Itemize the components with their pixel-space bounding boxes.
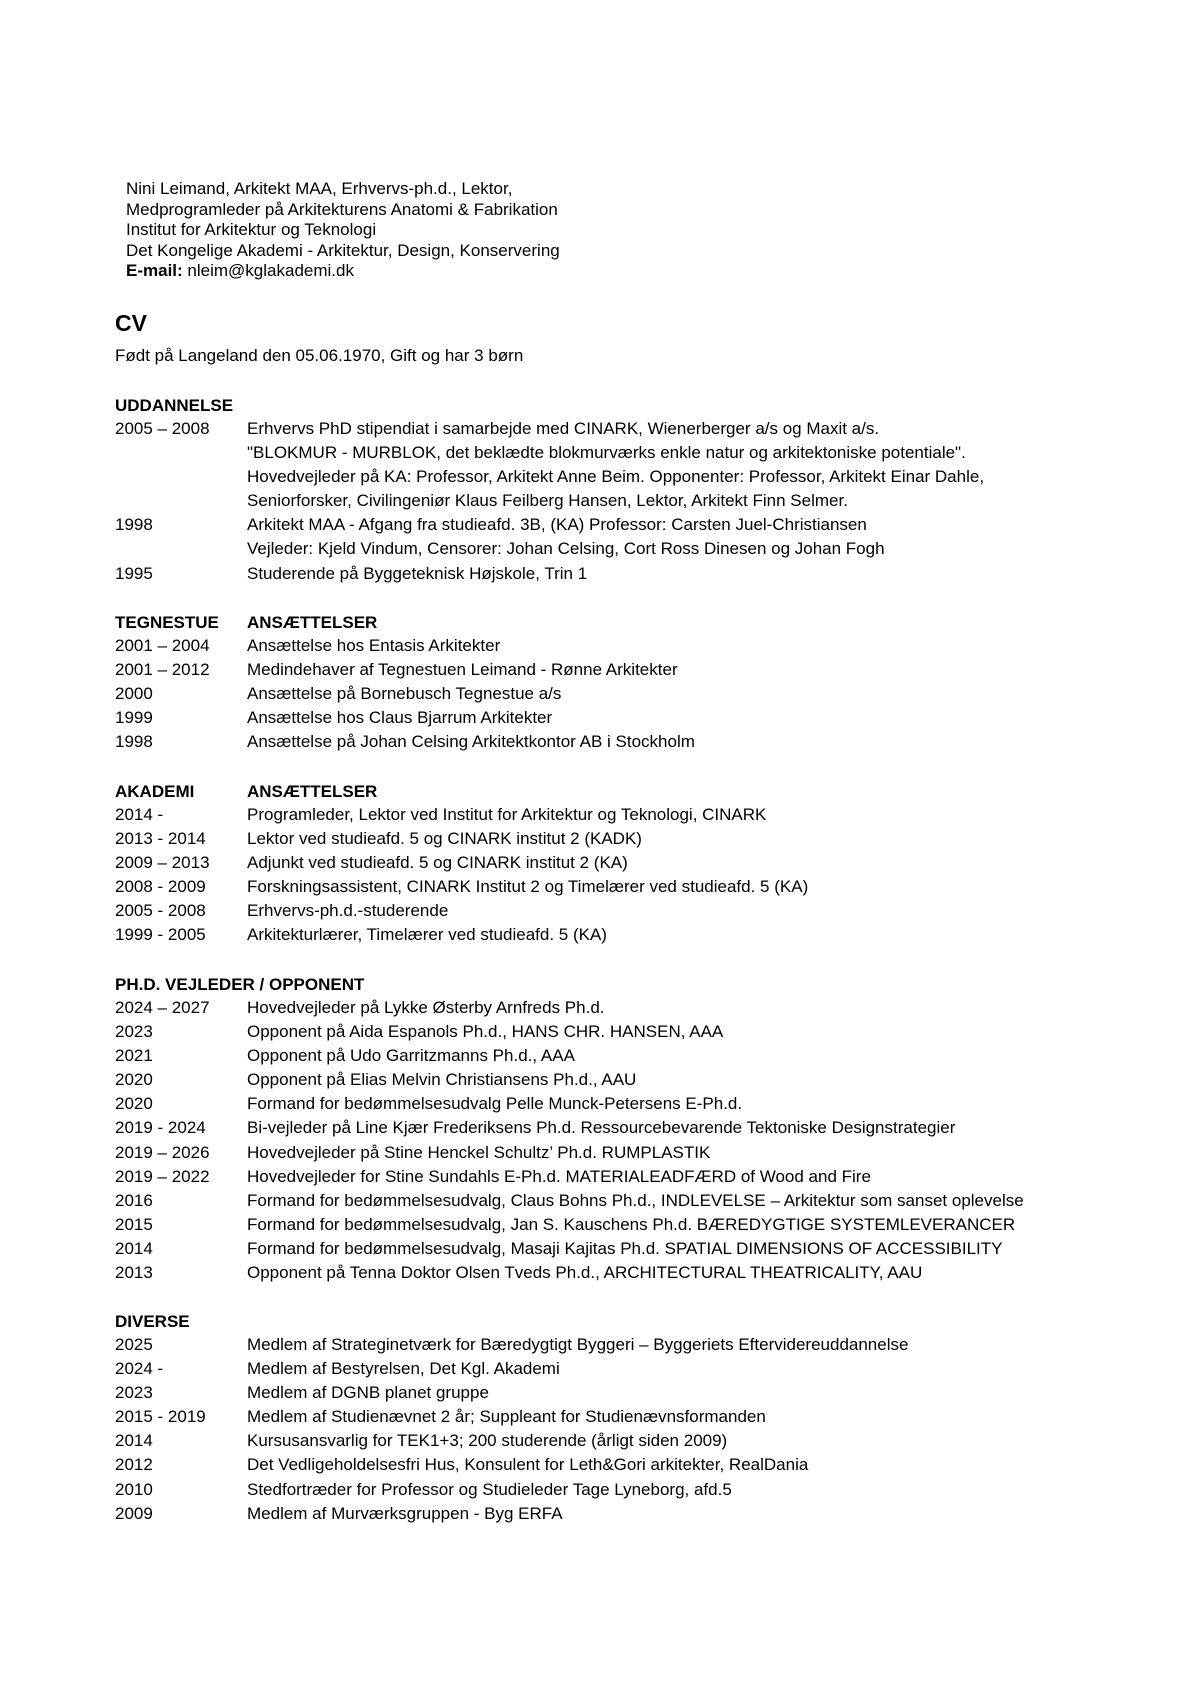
- entry-date: 2013 - 2014: [115, 829, 206, 849]
- entry-date: 1999: [115, 708, 153, 728]
- cv-entry: [115, 1116, 1024, 1140]
- cv-entry: [115, 923, 808, 947]
- entry-description: Lektor ved studieafd. 5 og CINARK institut 2 (KADK): [247, 829, 642, 849]
- contact-header: [126, 179, 560, 282]
- cv-entry: [115, 1478, 908, 1502]
- section-heading: [115, 781, 808, 803]
- cv-entry: [115, 1044, 1024, 1068]
- entry-date: 2010: [115, 1479, 153, 1499]
- cv-entry: [115, 1381, 908, 1405]
- entry-date: 2015: [115, 1214, 153, 1234]
- section-heading: [115, 395, 984, 417]
- cv-entry: [115, 1357, 908, 1381]
- entry-date: 2005 - 2008: [115, 901, 206, 921]
- section-title: TEGNESTUE: [115, 613, 219, 632]
- section-heading: [115, 1311, 908, 1333]
- entry-date: 2001 – 2004: [115, 636, 210, 655]
- entry-date: 1999 - 2005: [115, 925, 206, 945]
- cv-entry: [115, 1213, 1024, 1237]
- entry-date: 1995: [115, 563, 153, 583]
- cv-entry: [115, 1068, 1024, 1092]
- entry-description: Medlem af Bestyrelsen, Det Kgl. Akademi: [247, 1359, 560, 1379]
- entry-description: Medindehaver af Tegnestuen Leimand - Rønne Arkitekter: [247, 660, 678, 680]
- entry-date: 2012: [115, 1455, 153, 1475]
- cv-entry: [115, 827, 808, 851]
- entry-date: 2019 – 2026: [115, 1142, 210, 1162]
- cv-entry: [115, 1261, 1024, 1285]
- entry-description: Hovedvejleder på Lykke Østerby Arnfreds Ph.d.: [247, 998, 605, 1017]
- entry-description: Opponent på Aida Espanols Ph.d., HANS CHR. HANSEN, AAA: [247, 1022, 724, 1042]
- cv-entry: [115, 1429, 908, 1453]
- entry-description: Opponent på Tenna Doktor Olsen Tveds Ph.d., ARCHITECTURAL THEATRICALITY, AAU: [247, 1263, 923, 1283]
- cv-entry: [115, 1237, 1024, 1261]
- entry-description: Vejleder: Kjeld Vindum, Censorer: Johan Celsing, Cort Ross Dinesen og Johan Fogh: [247, 539, 885, 559]
- cv-entry: [115, 1020, 1024, 1044]
- email-label: E-mail:: [126, 261, 183, 280]
- header-line: Institut for Arkitektur og Teknologi: [126, 220, 377, 239]
- cv-entry: [115, 996, 1024, 1020]
- cv-entry: [115, 1333, 908, 1357]
- cv-entry: [115, 513, 984, 537]
- section-title: DIVERSE: [115, 1312, 190, 1331]
- section-title: UDDANNELSE: [115, 396, 234, 415]
- entry-description: Programleder, Lektor ved Institut for Arkitektur og Teknologi, CINARK: [247, 805, 767, 824]
- entry-description: Hovedvejleder for Stine Sundahls E-Ph.d. MATERIALEADFÆRD of Wood and Fire: [247, 1166, 871, 1186]
- entry-date: 2019 – 2022: [115, 1166, 210, 1186]
- email-line: [126, 261, 560, 282]
- entry-date: 2009: [115, 1503, 153, 1523]
- entry-date: 1998: [115, 515, 153, 535]
- cv-entry: [115, 658, 695, 682]
- entry-description: Medlem af Murværksgruppen - Byg ERFA: [247, 1503, 563, 1523]
- cv-entry: [115, 730, 695, 754]
- entry-description: Medlem af Studienævnet 2 år; Suppleant for Studienævnsformanden: [247, 1407, 766, 1427]
- entry-date: [115, 537, 247, 561]
- entry-date: 1998: [115, 732, 153, 752]
- section-akademi: [115, 781, 808, 948]
- entry-date: 2025: [115, 1335, 153, 1354]
- header-line: Det Kongelige Akademi - Arkitektur, Design, Konservering: [126, 240, 560, 260]
- section-heading: [115, 974, 1024, 996]
- section-phd: [115, 974, 1024, 1285]
- entry-description: Medlem af DGNB planet gruppe: [247, 1383, 489, 1403]
- cv-entry: [115, 1141, 1024, 1165]
- entry-description: Ansættelse på Johan Celsing Arkitektkontor AB i Stockholm: [247, 732, 695, 752]
- section-diverse: [115, 1311, 908, 1526]
- entry-description: Arkitekt MAA - Afgang fra studieafd. 3B, (KA) Professor: Carsten Juel-Christiansen: [247, 515, 867, 535]
- entry-date: 2005 – 2008: [115, 419, 210, 438]
- entry-description: Forskningsassistent, CINARK Institut 2 og Timelærer ved studieafd. 5 (KA): [247, 877, 809, 897]
- cv-entry: [115, 851, 808, 875]
- entry-date: [115, 441, 247, 465]
- entry-description: Medlem af Strateginetværk for Bæredygtigt Byggeri – Byggeriets Eftervidereuddannelse: [247, 1335, 909, 1354]
- cv-entry: [115, 1453, 908, 1477]
- cv-entry: [115, 1092, 1024, 1116]
- entry-description: Hovedvejleder på KA: Professor, Arkitekt Anne Beim. Opponenter: Professor, Arkitekt Einar Dahle,: [247, 467, 985, 487]
- cv-entry: [115, 1405, 908, 1429]
- entry-date: 2023: [115, 1022, 153, 1042]
- cv-entry: [115, 803, 808, 827]
- section-uddannelse: [115, 395, 984, 586]
- entry-date: 2024 – 2027: [115, 998, 210, 1017]
- entry-date: 2001 – 2012: [115, 660, 210, 680]
- section-tegnestue: [115, 612, 695, 754]
- entry-description: Studerende på Byggeteknisk Højskole, Trin 1: [247, 563, 588, 583]
- entry-date: [115, 489, 247, 513]
- entry-description: Seniorforsker, Civilingeniør Klaus Feilberg Hansen, Lektor, Arkitekt Finn Selmer.: [247, 491, 848, 511]
- entry-date: 2020: [115, 1070, 153, 1090]
- section-title: AKADEMI: [115, 782, 195, 801]
- cv-entry: [115, 875, 808, 899]
- entry-date: 2014: [115, 1238, 153, 1258]
- entry-date: 2016: [115, 1190, 153, 1210]
- birth-info: Født på Langeland den 05.06.1970, Gift og har 3 børn: [115, 346, 524, 365]
- entry-description: Opponent på Udo Garritzmanns Ph.d., AAA: [247, 1046, 575, 1066]
- entry-description: Erhvervs-ph.d.-studerende: [247, 901, 449, 921]
- section-subtitle: ANSÆTTELSER: [247, 782, 378, 801]
- entry-description: Ansættelse på Bornebusch Tegnestue a/s: [247, 684, 562, 704]
- entry-date: 2014: [115, 1431, 153, 1451]
- entry-description: "BLOKMUR - MURBLOK, det beklædte blokmurværks enkle natur og arkitektoniske potentiale".: [247, 443, 966, 463]
- header-line: Nini Leimand, Arkitekt MAA, Erhvervs-ph.d., Lektor,: [126, 179, 513, 198]
- entry-date: 2013: [115, 1263, 153, 1283]
- entry-date: [115, 465, 247, 489]
- cv-entry: [115, 899, 808, 923]
- entry-description: Formand for bedømmelsesudvalg Pelle Munck-Petersens E-Ph.d.: [247, 1094, 743, 1114]
- section-title: PH.D. VEJLEDER / OPPONENT: [115, 975, 365, 994]
- entry-description: Formand for bedømmelsesudvalg, Claus Bohns Ph.d., INDLEVELSE – Arkitektur som sanset oplevelse: [247, 1190, 1024, 1210]
- entry-date: 2015 - 2019: [115, 1407, 206, 1427]
- entry-date: 2009 – 2013: [115, 853, 210, 873]
- cv-entry: [115, 537, 984, 561]
- cv-entry: [115, 417, 984, 441]
- entry-date: 2021: [115, 1046, 153, 1066]
- entry-description: Det Vedligeholdelsesfri Hus, Konsulent for Leth&Gori arkitekter, RealDania: [247, 1455, 809, 1475]
- header-line: Medprogramleder på Arkitekturens Anatomi & Fabrikation: [126, 199, 558, 219]
- cv-entry: [115, 634, 695, 658]
- cv-entry: [115, 465, 984, 489]
- entry-description: Opponent på Elias Melvin Christiansens Ph.d., AAU: [247, 1070, 637, 1090]
- entry-description: Formand for bedømmelsesudvalg, Masaji Kajitas Ph.d. SPATIAL DIMENSIONS OF ACCESSIBILITY: [247, 1238, 1003, 1258]
- entry-description: Stedfortræder for Professor og Studieleder Tage Lyneborg, afd.5: [247, 1479, 732, 1499]
- entry-description: Hovedvejleder på Stine Henckel Schultz’ Ph.d. RUMPLASTIK: [247, 1142, 711, 1162]
- section-heading: [115, 612, 695, 634]
- cv-entry: [115, 706, 695, 730]
- section-subtitle: ANSÆTTELSER: [247, 613, 378, 632]
- cv-entry: [115, 1165, 1024, 1189]
- entry-date: 2008 - 2009: [115, 877, 206, 897]
- cv-entry: [115, 1189, 1024, 1213]
- entry-date: 2023: [115, 1383, 153, 1403]
- email-address: nleim@kglakademi.dk: [187, 261, 354, 280]
- entry-date: 2024 -: [115, 1359, 164, 1379]
- cv-entry: [115, 489, 984, 513]
- entry-description: Kursusansvarlig for TEK1+3; 200 studerende (årligt siden 2009): [247, 1431, 728, 1451]
- entry-description: Arkitekturlærer, Timelærer ved studieafd. 5 (KA): [247, 925, 607, 945]
- cv-entry: [115, 441, 984, 465]
- cv-title: CV: [115, 310, 147, 336]
- entry-date: 2019 - 2024: [115, 1118, 206, 1138]
- entry-date: 2000: [115, 684, 153, 704]
- entry-description: Ansættelse hos Entasis Arkitekter: [247, 636, 501, 655]
- entry-date: 2014 -: [115, 805, 164, 824]
- entry-description: Bi-vejleder på Line Kjær Frederiksens Ph.d. Ressourcebevarende Tektoniske Designstrategier: [247, 1118, 956, 1138]
- cv-entry: [115, 1502, 908, 1526]
- entry-description: Erhvervs PhD stipendiat i samarbejde med CINARK, Wienerberger a/s og Maxit a/s.: [247, 419, 880, 438]
- entry-description: Adjunkt ved studieafd. 5 og CINARK institut 2 (KA): [247, 853, 628, 873]
- entry-description: Formand for bedømmelsesudvalg, Jan S. Kauschens Ph.d. BÆREDYGTIGE SYSTEMLEVERANCER: [247, 1214, 1016, 1234]
- entry-date: 2020: [115, 1094, 153, 1114]
- cv-entry: [115, 562, 984, 586]
- entry-description: Ansættelse hos Claus Bjarrum Arkitekter: [247, 708, 553, 728]
- cv-entry: [115, 682, 695, 706]
